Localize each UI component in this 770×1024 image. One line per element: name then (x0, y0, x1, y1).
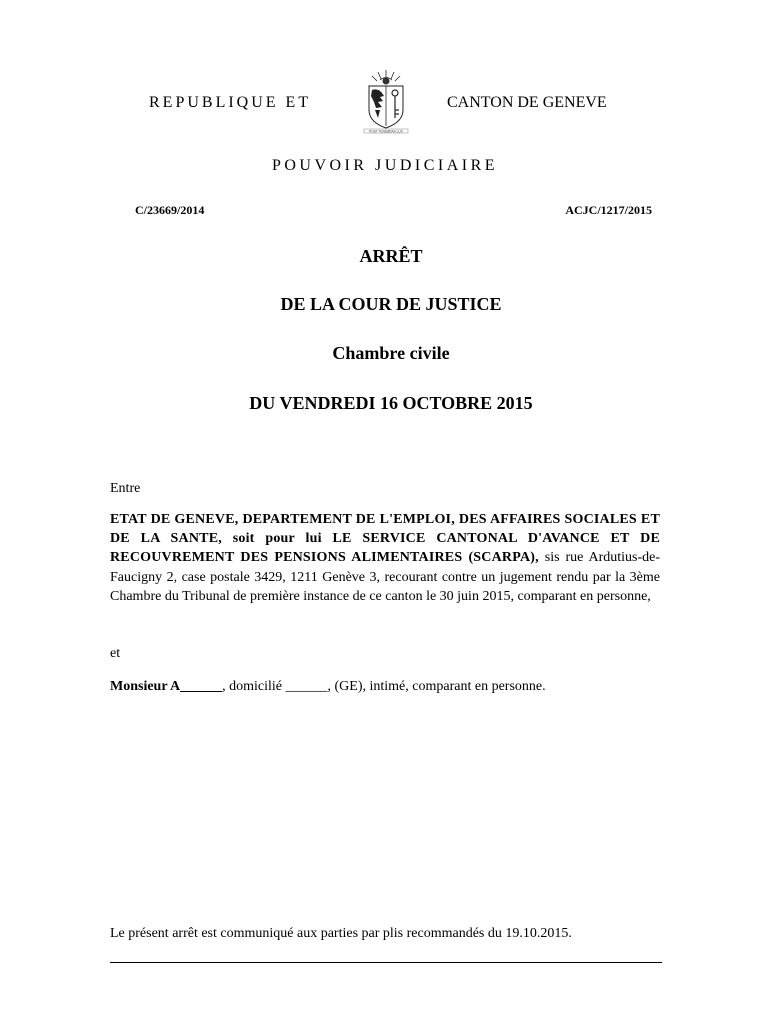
header-republique: REPUBLIQUE ET (149, 94, 312, 111)
appellant-paragraph (110, 510, 660, 606)
decision-number: ACJC/1217/2015 (565, 203, 652, 217)
emblem-motto: POST TENEBRAS LUX (369, 129, 403, 134)
header-canton: CANTON DE GENEVE (447, 94, 607, 111)
respondent-name: Monsieur A______ (110, 679, 223, 694)
footer-divider (110, 962, 662, 963)
geneva-coat-of-arms-icon (358, 66, 414, 136)
notification-notice: Le présent arrêt est communiqué aux parties par plis recommandés du 19.10.2015. (110, 926, 572, 941)
decision-date: DU VENDREDI 16 OCTOBRE 2015 (249, 393, 533, 413)
appellant-details: sis rue Ardutius-de-Faucigny 2, case postale 3429, 1211 Genève 3, recourant contre un jugement rendu par la 3ème Chambre du Tribunal de première instance de ce canton le 30 juin 2015, comparant en personne, (110, 550, 660, 604)
appellant-name: ETAT DE GENEVE, DEPARTEMENT DE L'EMPLOI, DES AFFAIRES SOCIALES ET DE LA SANTE, soit pour lui LE SERVICE CANTONAL D'AVANCE ET DE RECOUVREMENT DES PENSIONS ALIMENTAIRES (SCARPA), (110, 512, 660, 566)
document-title: ARRÊT (359, 246, 423, 266)
parties-intro: Entre (110, 481, 141, 496)
court-name: DE LA COUR DE JUSTICE (280, 294, 502, 314)
respondent-details: , domicilié ______, (GE), intimé, comparant en personne. (222, 679, 546, 694)
header-subtitle: POUVOIR JUDICIAIRE (271, 157, 499, 174)
respondent-paragraph (110, 677, 660, 696)
case-number: C/23669/2014 (135, 203, 205, 217)
parties-conjunction: et (110, 646, 121, 661)
chamber-name: Chambre civile (332, 343, 450, 363)
